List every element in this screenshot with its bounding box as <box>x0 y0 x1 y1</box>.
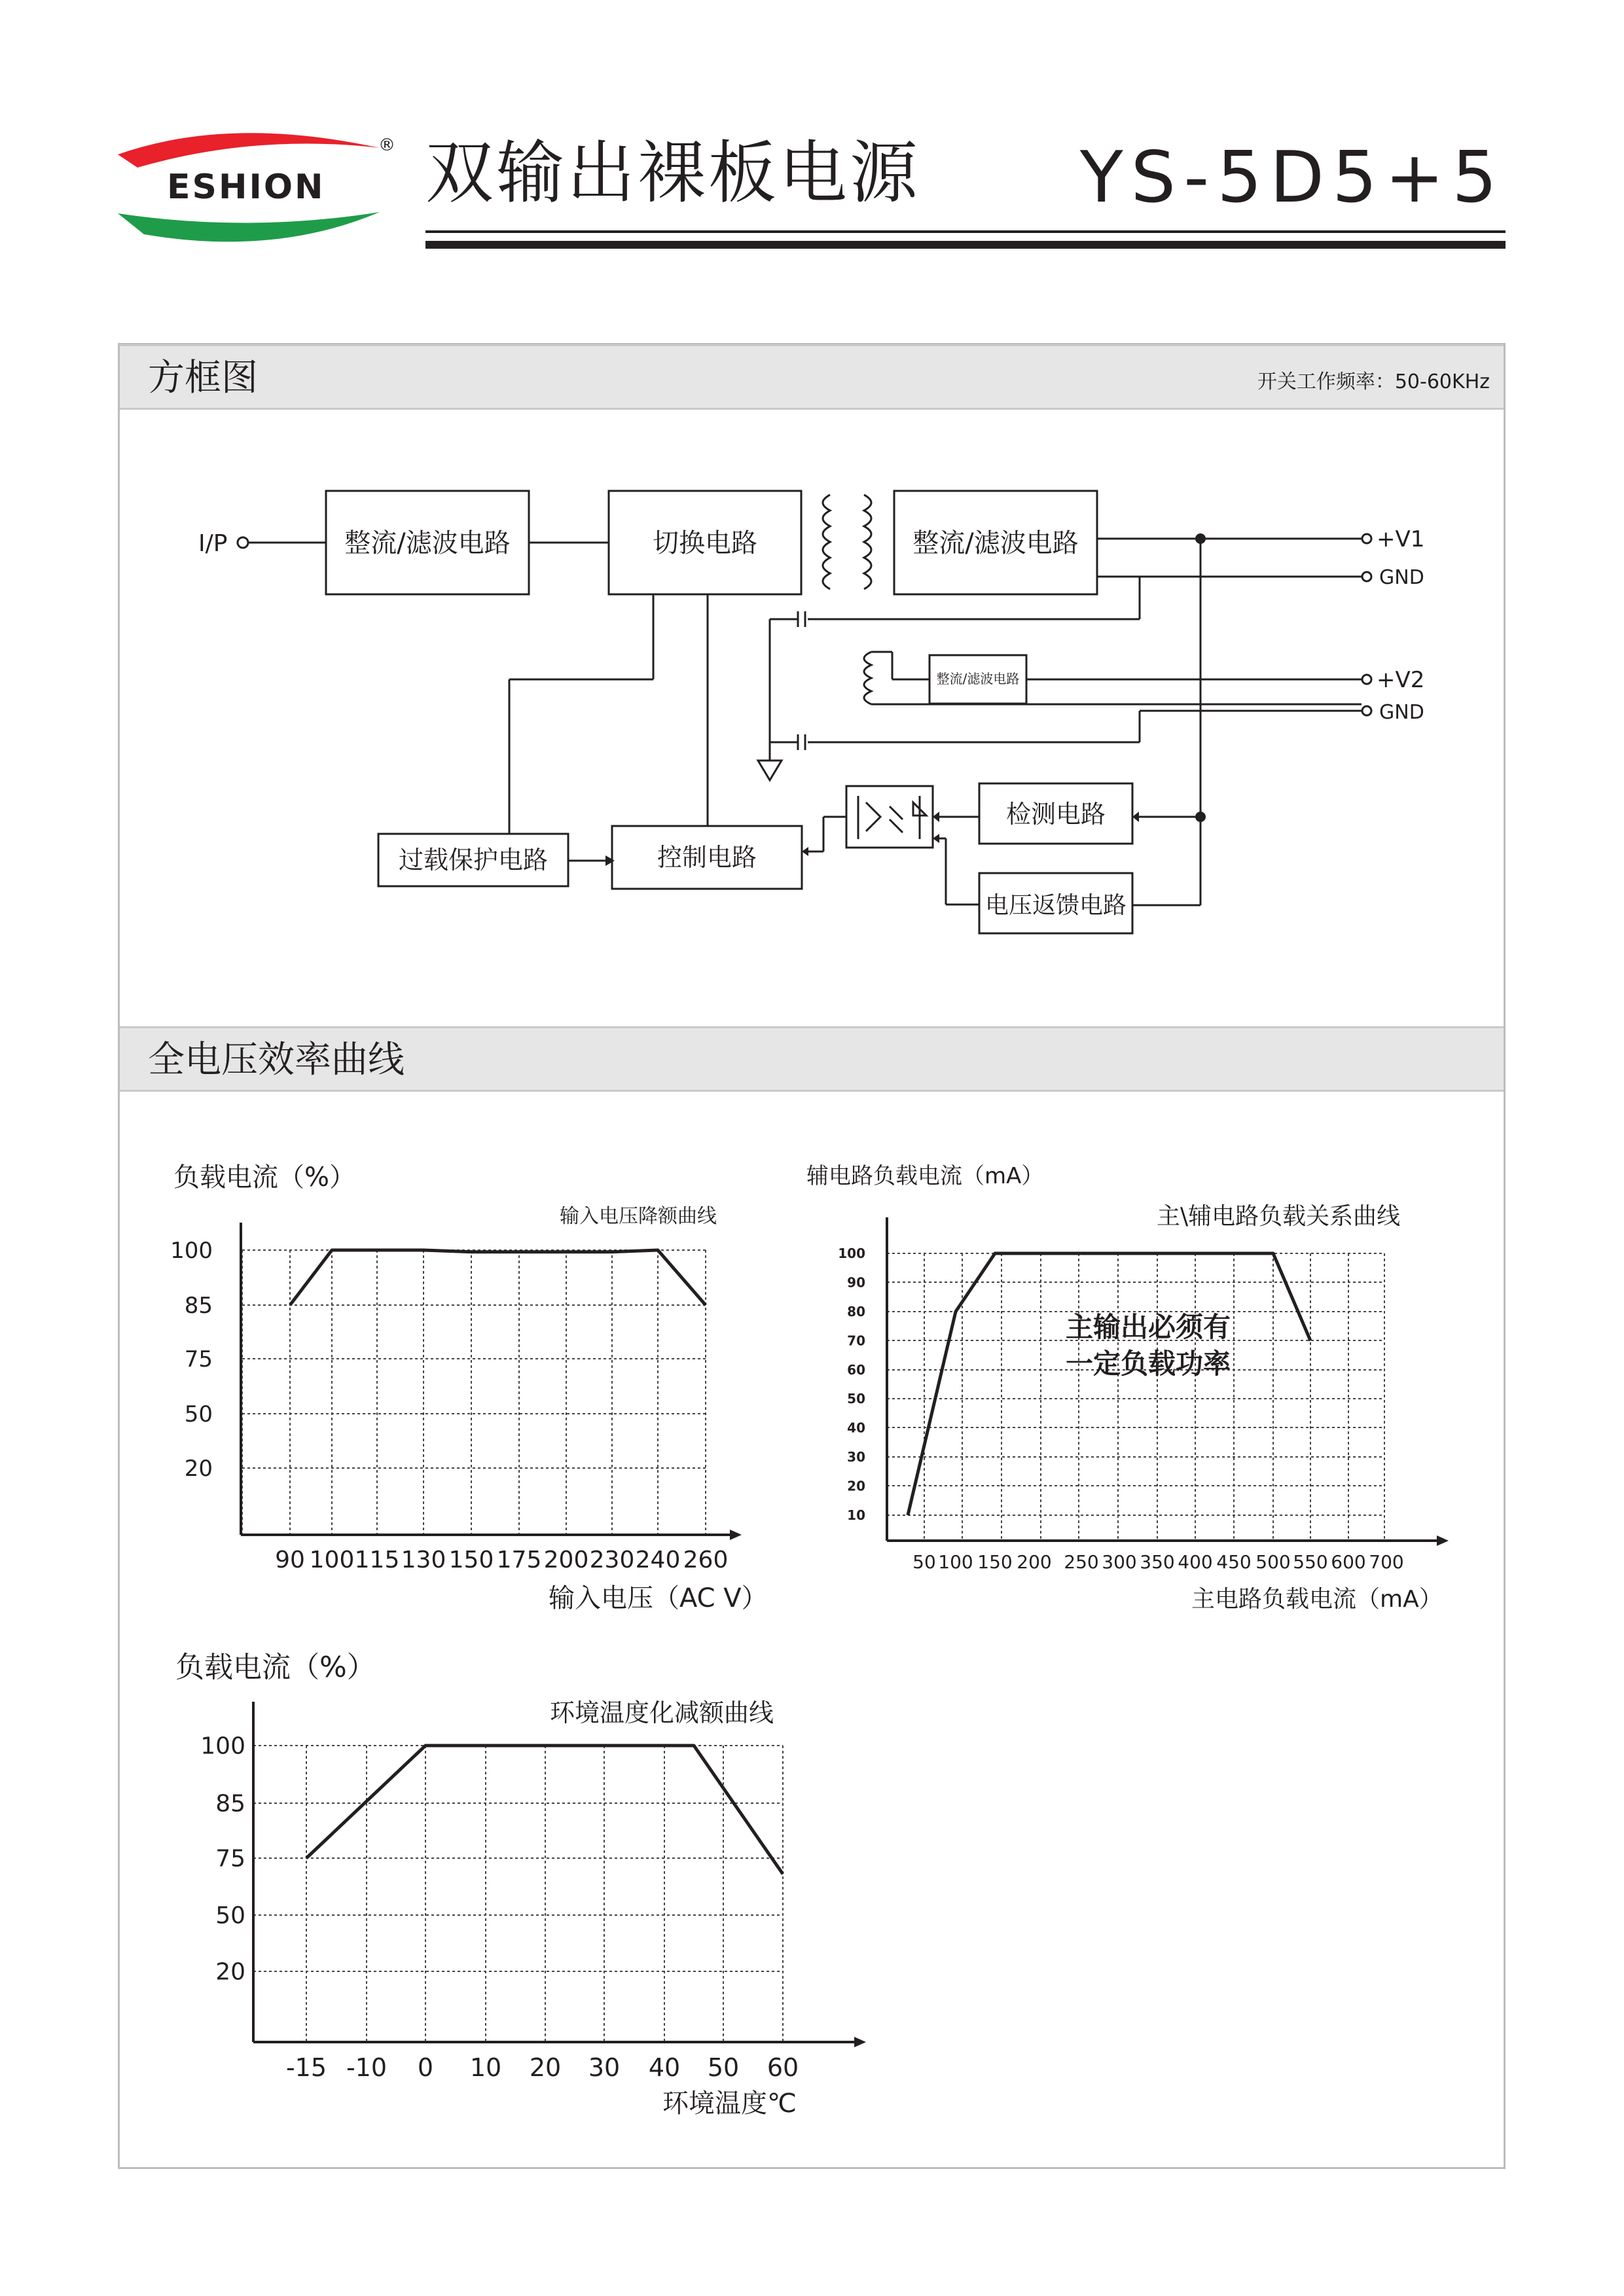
y-tick-label: 75 <box>184 1346 213 1372</box>
x-tick-label: 50 <box>707 2053 740 2082</box>
x-tick-label: 60 <box>767 2053 799 2082</box>
label-gnd1: GND <box>1379 566 1424 589</box>
x-tick-label: 450 <box>1216 1551 1252 1573</box>
label-control: 控制电路 <box>657 843 757 872</box>
x-tick-label: 550 <box>1293 1551 1328 1573</box>
series-line <box>290 1250 706 1305</box>
y-tick-label: 60 <box>847 1361 865 1378</box>
label-rectifier-in: 整流/滤波电路 <box>344 528 511 558</box>
x-tick-label: 200 <box>543 1547 589 1573</box>
y-tick-label: 10 <box>847 1507 865 1523</box>
x-axis-title: 主电路负载电流（mA） <box>1191 1586 1443 1613</box>
x-tick-label: -15 <box>285 2053 327 2082</box>
x-axis-arrow <box>854 2037 866 2047</box>
brand-name: ESHION <box>167 168 325 207</box>
y-tick-label: 100 <box>170 1237 213 1264</box>
x-tick-label: 40 <box>648 2053 681 2082</box>
x-tick-label: 400 <box>1178 1551 1213 1573</box>
chart-title: 输入电压降额曲线 <box>560 1205 717 1228</box>
block-diagram-title: 方框图 <box>148 357 258 399</box>
x-tick-label: 500 <box>1255 1551 1291 1573</box>
y-tick-label: 50 <box>184 1401 213 1427</box>
chart-title: 环境温度化减额曲线 <box>550 1698 774 1727</box>
y-tick-label: 70 <box>847 1333 865 1349</box>
label-v2: +V2 <box>1377 667 1425 693</box>
series-line <box>908 1253 1310 1515</box>
label-detect: 检测电路 <box>1005 800 1106 829</box>
x-tick-label: 150 <box>977 1551 1013 1573</box>
x-tick-label: 240 <box>635 1547 681 1573</box>
y-tick-label: 40 <box>847 1420 865 1436</box>
label-overload: 过载保护电路 <box>398 846 549 874</box>
x-tick-label: 300 <box>1102 1551 1137 1573</box>
y-axis-title: 负载电流（%） <box>175 1651 376 1684</box>
label-v1: +V1 <box>1377 526 1425 552</box>
x-tick-label: 200 <box>1017 1551 1052 1573</box>
annotation-text: 主输出必须有 <box>1066 1311 1231 1343</box>
label-rectifier-out1: 整流/滤波电路 <box>912 528 1079 558</box>
y-tick-label: 100 <box>200 1732 245 1760</box>
x-tick-label: 175 <box>496 1547 542 1573</box>
x-axis-title: 环境温度℃ <box>662 2089 797 2119</box>
input-label: I/P <box>198 530 228 557</box>
x-tick-label: 115 <box>354 1547 400 1573</box>
y-tick-label: 75 <box>215 1845 245 1873</box>
label-rectifier-out2: 整流/滤波电路 <box>936 671 1020 687</box>
x-tick-label: 230 <box>589 1547 635 1573</box>
x-tick-label: 700 <box>1369 1551 1404 1573</box>
x-axis-arrow <box>1437 1535 1449 1546</box>
y-tick-label: 20 <box>184 1455 213 1482</box>
y-tick-label: 90 <box>847 1274 865 1291</box>
efficiency-title: 全电压效率曲线 <box>148 1039 405 1081</box>
frequency-note: 开关工作频率：50-60KHz <box>1257 370 1490 393</box>
label-feedback: 电压返馈电路 <box>984 892 1127 919</box>
y-tick-label: 20 <box>215 1958 245 1986</box>
x-tick-label: 130 <box>401 1547 446 1573</box>
x-tick-label: 90 <box>275 1547 305 1573</box>
x-tick-label: 100 <box>309 1547 355 1573</box>
annotation-text: 一定负载功率 <box>1066 1348 1231 1380</box>
x-tick-label: 150 <box>448 1547 494 1573</box>
y-tick-label: 30 <box>847 1449 865 1465</box>
chart-title: 主\辅电路负载关系曲线 <box>1157 1203 1401 1230</box>
y-axis-title: 负载电流（%） <box>173 1162 356 1193</box>
y-tick-label: 50 <box>847 1391 865 1407</box>
x-tick-label: 250 <box>1064 1551 1099 1573</box>
x-tick-label: 50 <box>912 1551 936 1573</box>
x-tick-label: 100 <box>938 1551 973 1573</box>
x-tick-label: 0 <box>417 2053 434 2082</box>
y-tick-label: 100 <box>838 1246 865 1261</box>
x-tick-label: 10 <box>469 2053 502 2082</box>
y-tick-label: 85 <box>184 1292 213 1319</box>
label-gnd2: GND <box>1379 701 1424 724</box>
x-axis-title: 输入电压（AC V） <box>549 1583 768 1613</box>
model-number: YS-5D5+5 <box>1079 137 1505 219</box>
label-switch: 切换电路 <box>653 528 757 558</box>
y-tick-label: 80 <box>847 1303 865 1319</box>
x-tick-label: 30 <box>588 2053 621 2082</box>
registered-mark: ® <box>378 135 395 155</box>
x-tick-label: 600 <box>1331 1551 1366 1573</box>
x-tick-label: 260 <box>683 1547 729 1573</box>
x-tick-label: 20 <box>529 2053 562 2082</box>
page-title: 双输出裸板电源 <box>425 133 921 213</box>
x-axis-arrow <box>730 1530 742 1540</box>
y-tick-label: 50 <box>215 1902 245 1929</box>
x-tick-label: -10 <box>346 2053 388 2082</box>
y-tick-label: 85 <box>215 1790 245 1818</box>
y-axis-title: 辅电路负载电流（mA） <box>806 1163 1044 1189</box>
y-tick-label: 20 <box>847 1478 865 1494</box>
x-tick-label: 350 <box>1140 1551 1175 1573</box>
